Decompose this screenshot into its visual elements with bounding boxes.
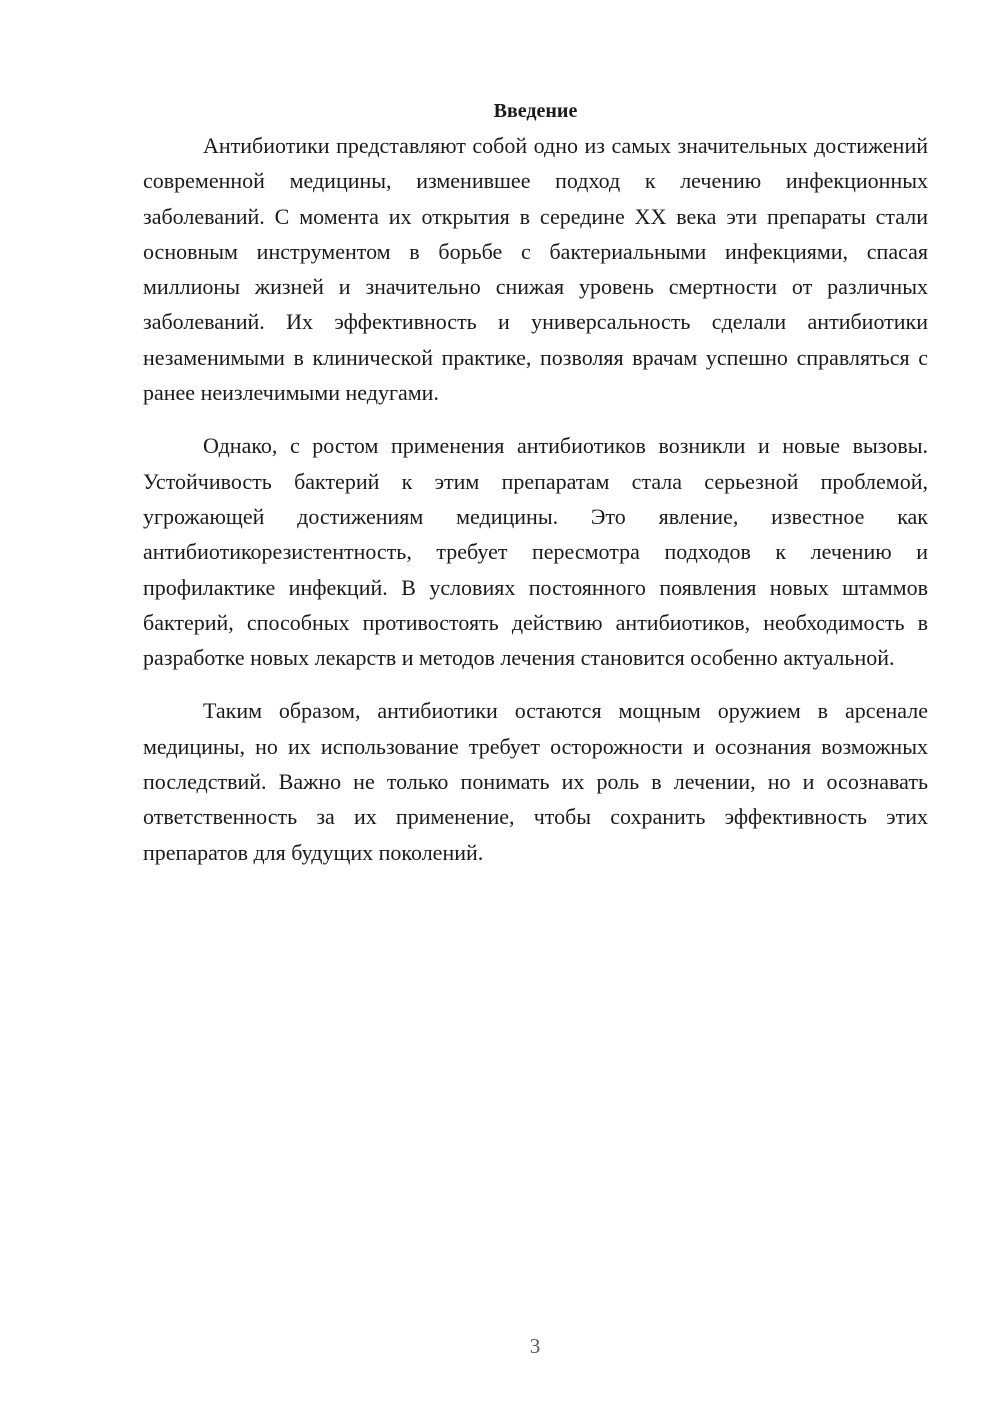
paragraph-2: Однако, с ростом применения антибиотиков возникли и новые вызовы. Устойчивость бактерий к этим препаратам стала серьезной проблемой, угрожающей достижениям медицины. Это явление, известное как антибиотикорезистентность, требует пересмотра подходов к лечению и профилактике инфекций. В условиях постоянного появления новых штаммов бактерий, способных противостоять действию антибиотиков, необходимость в разработке новых лекарств и методов лечения становится особенно актуальной. xyxy=(143,433,928,671)
page-content xyxy=(143,96,928,888)
paragraph-3: Таким образом, антибиотики остаются мощным оружием в арсенале медицины, но их использование требует осторожности и осознания возможных последствий. Важно не только понимать их роль в лечении, но и осознавать ответственность за их применение, чтобы сохранить эффективность этих препаратов для будущих поколений. xyxy=(143,698,928,865)
section-title: Введение xyxy=(493,100,578,122)
paragraph-1: Антибиотики представляют собой одно из самых значительных достижений современной медицины, изменившее подход к лечению инфекционных заболеваний. С момента их открытия в середине XX века эти препараты стали основным инструментом в борьбе с бактериальными инфекциями, спасая миллионы жизней и значительно снижая уровень смертности от различных заболеваний. Их эффективность и универсальность сделали антибиотики незаменимыми в клинической практике, позволяя врачам успешно справляться с ранее неизлечимыми недугами. xyxy=(143,133,928,406)
page-number: 3 xyxy=(529,1334,541,1358)
